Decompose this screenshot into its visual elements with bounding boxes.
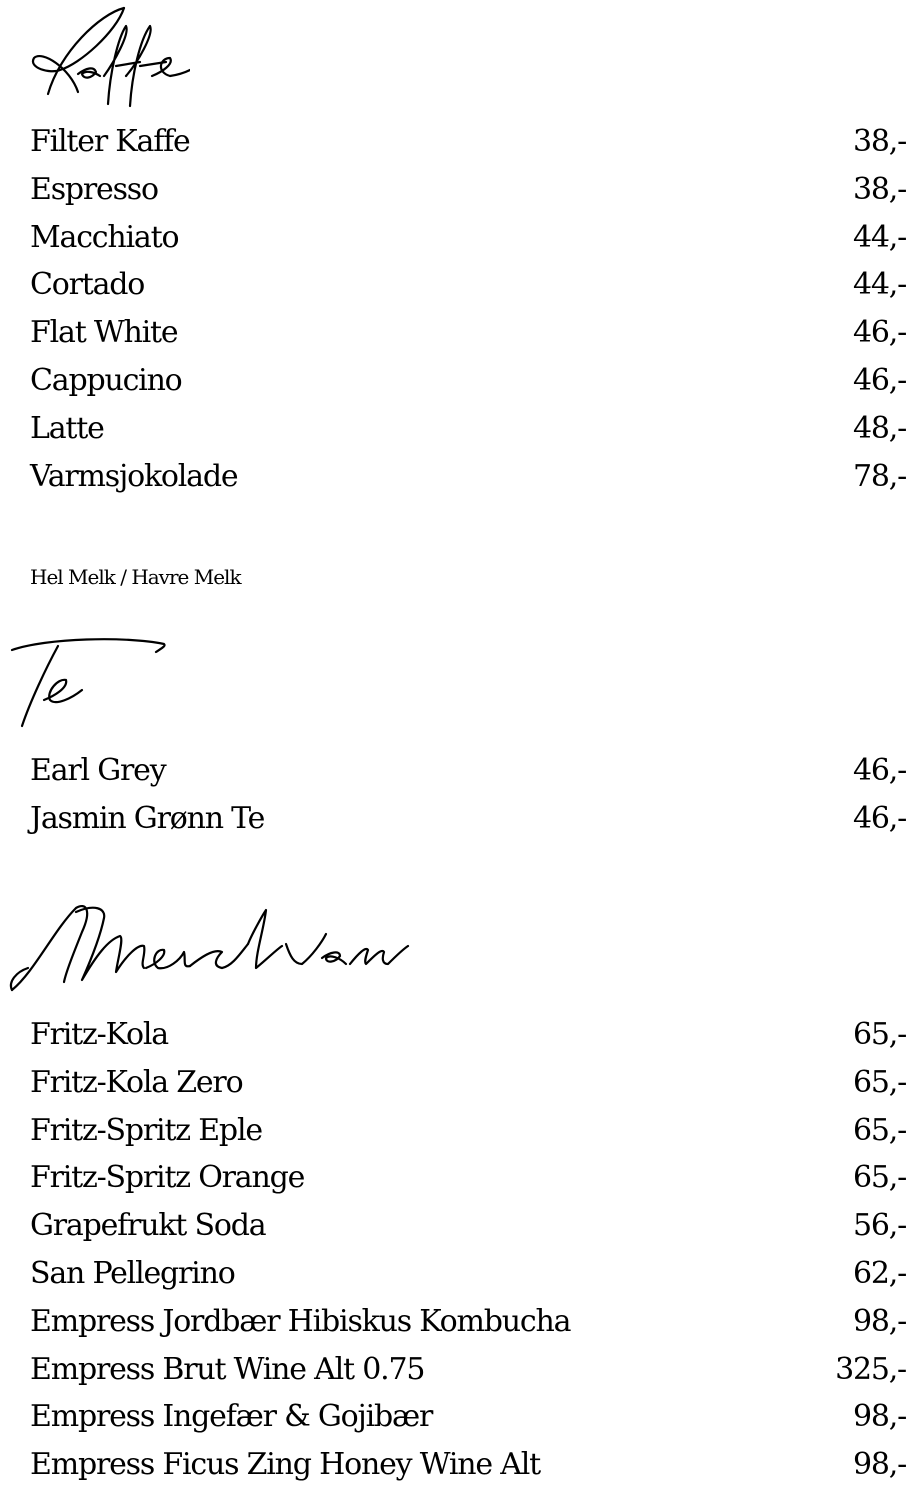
item-name: Fritz-Spritz Eple <box>30 1112 262 1148</box>
section-title-kaffe <box>20 2 190 110</box>
item-price: 325,- <box>835 1351 906 1387</box>
milk-note: Hel Melk / Havre Melk <box>30 565 241 589</box>
item-price: 38,- <box>852 171 906 207</box>
menu-item <box>30 214 906 262</box>
item-name: Empress Brut Wine Alt 0.75 <box>30 1351 425 1387</box>
menu-item <box>30 309 906 357</box>
item-price: 46,- <box>852 315 906 351</box>
menu-item <box>30 1250 906 1298</box>
item-price: 78,- <box>852 458 906 494</box>
kaffe-menu-list <box>30 118 906 500</box>
item-price: 65,- <box>852 1064 906 1100</box>
item-price: 62,- <box>852 1255 906 1291</box>
item-name: Cortado <box>30 267 145 303</box>
item-name: Espresso <box>30 171 158 207</box>
mineralvann-menu-list <box>30 1011 906 1489</box>
item-name: Fritz-Kola Zero <box>30 1064 243 1100</box>
item-price: 44,- <box>852 267 906 303</box>
menu-item <box>30 453 906 501</box>
item-name: Fritz-Spritz Orange <box>30 1160 305 1196</box>
te-menu-list <box>30 747 906 843</box>
item-price: 44,- <box>852 219 906 255</box>
item-name: Empress Jordbær Hibiskus Kombucha <box>30 1303 571 1339</box>
item-price: 65,- <box>852 1160 906 1196</box>
item-name: Fritz-Kola <box>30 1017 168 1052</box>
item-name: Latte <box>30 410 104 446</box>
menu-item <box>30 1154 906 1202</box>
menu-item <box>30 1346 906 1394</box>
te-lettering <box>6 634 176 734</box>
mineralvann-lettering <box>4 898 414 1002</box>
item-name: Earl Grey <box>30 753 166 788</box>
menu-item <box>30 1011 906 1059</box>
item-price: 65,- <box>852 1017 906 1052</box>
menu-item <box>30 1202 906 1250</box>
menu-item <box>30 1298 906 1346</box>
item-price: 98,- <box>852 1303 906 1339</box>
kaffe-lettering <box>20 2 190 110</box>
item-price: 56,- <box>852 1208 906 1244</box>
menu-item <box>30 1393 906 1441</box>
item-price: 38,- <box>852 124 906 159</box>
menu-item <box>30 1441 906 1489</box>
item-name: Empress Ingefær & Gojibær <box>30 1399 433 1435</box>
item-name: Cappucino <box>30 362 182 398</box>
menu-item <box>30 261 906 309</box>
menu-item <box>30 747 906 795</box>
item-price: 98,- <box>852 1447 906 1483</box>
item-price: 65,- <box>852 1112 906 1148</box>
item-name: Flat White <box>30 315 178 351</box>
item-name: Empress Ficus Zing Honey Wine Alt <box>30 1447 540 1483</box>
item-name: Jasmin Grønn Te <box>30 800 265 836</box>
item-price: 46,- <box>852 753 906 788</box>
item-name: Filter Kaffe <box>30 124 190 159</box>
menu-item <box>30 405 906 453</box>
section-title-mineralvann <box>4 898 414 1002</box>
item-price: 98,- <box>852 1399 906 1435</box>
item-price: 46,- <box>852 800 906 836</box>
menu-item <box>30 166 906 214</box>
item-name: San Pellegrino <box>30 1255 235 1291</box>
section-title-te <box>6 634 176 734</box>
menu-item <box>30 1059 906 1107</box>
menu-item <box>30 795 906 843</box>
item-name: Varmsjokolade <box>30 458 238 494</box>
menu-item <box>30 357 906 405</box>
menu-item <box>30 1107 906 1155</box>
item-price: 46,- <box>852 362 906 398</box>
item-name: Macchiato <box>30 219 179 255</box>
item-name: Grapefrukt Soda <box>30 1208 266 1244</box>
menu-item <box>30 118 906 166</box>
item-price: 48,- <box>852 410 906 446</box>
